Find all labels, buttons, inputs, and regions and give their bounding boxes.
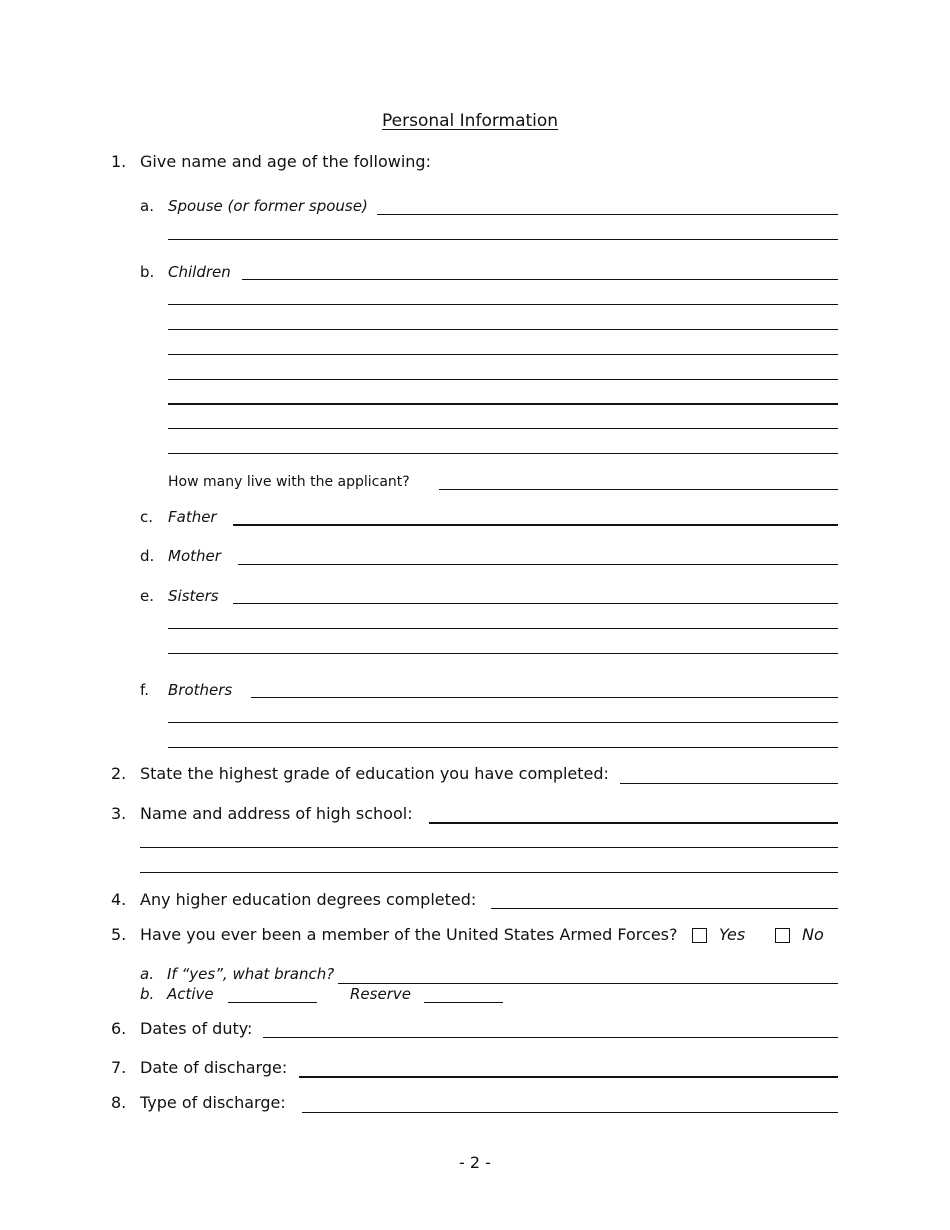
spouse-field-line-2[interactable] — [168, 239, 838, 240]
q6-number: 6. — [111, 1019, 127, 1038]
sisters-field-line-1[interactable] — [233, 603, 838, 604]
branch-label: If “yes”, what branch? — [167, 965, 335, 983]
high-school-field-line-2[interactable] — [140, 847, 838, 848]
q7-number: 7. — [111, 1058, 127, 1077]
q4-number: 4. — [111, 890, 127, 909]
spouse-label: Spouse (or former spouse) — [168, 197, 368, 215]
branch-field[interactable] — [338, 983, 838, 984]
children-field-line-6[interactable] — [168, 403, 838, 405]
q3-number: 3. — [111, 804, 127, 823]
q1e-letter: e. — [140, 587, 154, 605]
q2-number: 2. — [111, 764, 127, 783]
q8-text: Type of discharge: — [140, 1093, 286, 1112]
q1f-letter: f. — [140, 681, 149, 699]
brothers-field-line-3[interactable] — [168, 747, 838, 748]
q4-text: Any higher education degrees completed: — [140, 890, 477, 909]
dates-of-duty-field[interactable] — [263, 1037, 838, 1038]
active-field[interactable] — [228, 1002, 317, 1003]
armed-forces-yes-checkbox[interactable] — [692, 928, 707, 943]
father-field[interactable] — [233, 524, 838, 526]
brothers-field-line-2[interactable] — [168, 722, 838, 723]
q1b-letter: b. — [140, 263, 155, 281]
children-living-with-label: How many live with the applicant? — [168, 474, 410, 490]
q2-text: State the highest grade of education you have completed: — [140, 764, 609, 783]
sisters-field-line-2[interactable] — [168, 628, 838, 629]
education-grade-field[interactable] — [620, 783, 838, 784]
father-label: Father — [168, 508, 217, 526]
spouse-field-line-1[interactable] — [377, 214, 838, 215]
q3-text: Name and address of high school: — [140, 804, 413, 823]
children-field-line-3[interactable] — [168, 329, 838, 330]
q1d-letter: d. — [140, 547, 155, 565]
armed-forces-yes-label: Yes — [719, 925, 746, 944]
q1-text: Give name and age of the following: — [140, 152, 431, 171]
q5a-letter: a. — [140, 965, 154, 983]
reserve-field[interactable] — [424, 1002, 503, 1003]
q5-number: 5. — [111, 925, 127, 944]
children-field-line-1[interactable] — [242, 279, 838, 280]
children-field-line-7[interactable] — [168, 428, 838, 429]
high-school-field-line-3[interactable] — [140, 872, 838, 873]
children-field-line-8[interactable] — [168, 453, 838, 454]
q1a-letter: a. — [140, 197, 154, 215]
children-label: Children — [168, 263, 231, 281]
q8-number: 8. — [111, 1093, 127, 1112]
page-title: Personal Information — [382, 111, 559, 131]
high-school-field-line-1[interactable] — [429, 822, 838, 824]
q7-text: Date of discharge: — [140, 1058, 288, 1077]
reserve-label: Reserve — [350, 985, 411, 1003]
date-of-discharge-field[interactable] — [299, 1076, 838, 1078]
brothers-label: Brothers — [168, 681, 233, 699]
active-label: Active — [167, 985, 214, 1003]
children-field-line-5[interactable] — [168, 379, 838, 380]
sisters-label: Sisters — [168, 587, 219, 605]
q5b-letter: b. — [140, 985, 155, 1003]
mother-field[interactable] — [238, 564, 838, 565]
armed-forces-no-checkbox[interactable] — [775, 928, 790, 943]
children-field-line-2[interactable] — [168, 304, 838, 305]
type-of-discharge-field[interactable] — [302, 1112, 838, 1113]
q5-text: Have you ever been a member of the United States Armed Forces? — [140, 925, 678, 944]
mother-label: Mother — [168, 547, 221, 565]
children-living-with-field[interactable] — [439, 489, 838, 490]
q6-text: Dates of duty: — [140, 1019, 253, 1038]
sisters-field-line-3[interactable] — [168, 653, 838, 654]
q1c-letter: c. — [140, 508, 154, 526]
children-field-line-4[interactable] — [168, 354, 838, 355]
q1-number: 1. — [111, 152, 127, 171]
brothers-field-line-1[interactable] — [251, 697, 838, 698]
higher-education-field[interactable] — [491, 908, 838, 909]
armed-forces-no-label: No — [802, 925, 824, 944]
page-number: - 2 - — [459, 1153, 491, 1172]
